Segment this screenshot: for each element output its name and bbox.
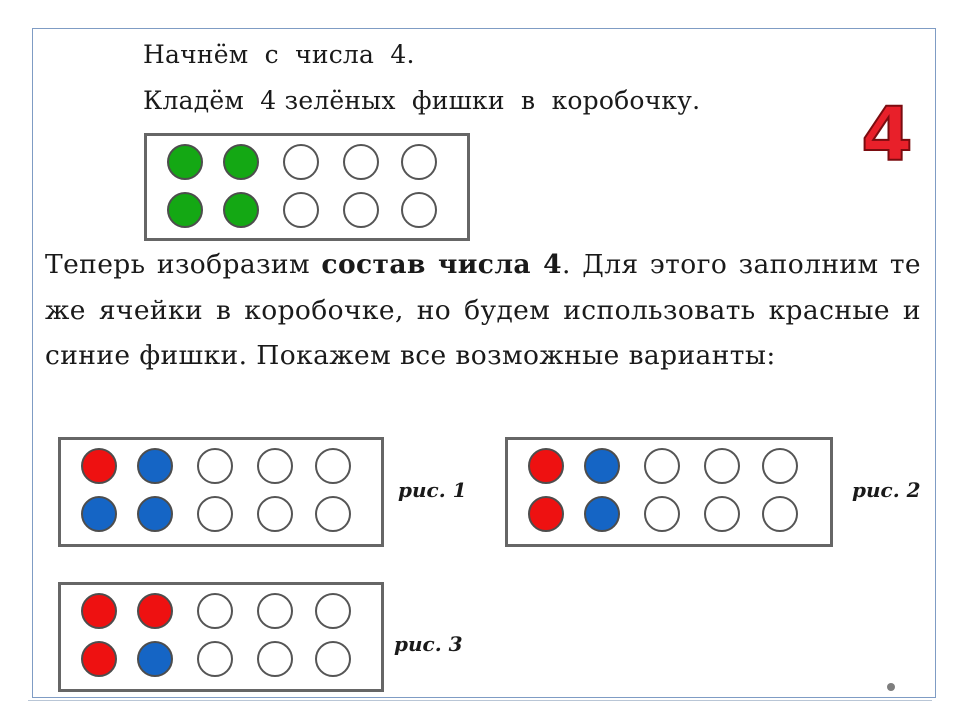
blue-chip: [137, 496, 173, 532]
empty-cell: [644, 496, 680, 532]
bottom-divider: [28, 700, 932, 701]
empty-cell: [343, 192, 379, 228]
empty-cell: [257, 641, 293, 677]
empty-cell: [762, 448, 798, 484]
blue-chip: [584, 496, 620, 532]
figure-2-caption: рис. 2: [852, 478, 921, 502]
empty-cell: [401, 144, 437, 180]
paragraph-part-1: Теперь изобразим: [45, 249, 322, 280]
empty-cell: [704, 448, 740, 484]
empty-cell: [704, 496, 740, 532]
paragraph-part-2: . Для этого заполним те же ячейки в коробочке, но будем использовать красные и синие фишки. Покажем все возможные варианты:: [45, 249, 921, 371]
empty-cell: [257, 593, 293, 629]
intro-line-2: Кладём 4 зелёных фишки в коробочку.: [143, 86, 701, 115]
intro-line-1: Начнём с числа 4.: [143, 40, 415, 69]
green-chip: [167, 144, 203, 180]
blue-chip: [137, 448, 173, 484]
empty-cell: [401, 192, 437, 228]
empty-cell: [197, 496, 233, 532]
green-chip: [167, 192, 203, 228]
number-four-icon: [855, 94, 919, 170]
empty-cell: [197, 593, 233, 629]
empty-cell: [257, 448, 293, 484]
empty-cell: [315, 448, 351, 484]
figure-3-box: [58, 582, 384, 692]
red-chip: [81, 641, 117, 677]
empty-cell: [315, 593, 351, 629]
figure-2-box: [505, 437, 833, 547]
number-badge-text: 4: [861, 94, 913, 170]
green-chip-box: [144, 133, 470, 241]
empty-cell: [283, 144, 319, 180]
blue-chip: [81, 496, 117, 532]
empty-cell: [644, 448, 680, 484]
figure-1-caption: рис. 1: [398, 478, 467, 502]
red-chip: [528, 496, 564, 532]
red-chip: [137, 593, 173, 629]
empty-cell: [315, 641, 351, 677]
empty-cell: [343, 144, 379, 180]
red-chip: [528, 448, 564, 484]
blue-chip: [137, 641, 173, 677]
red-chip: [81, 593, 117, 629]
slide-indicator-dot: [887, 683, 895, 691]
empty-cell: [197, 641, 233, 677]
empty-cell: [197, 448, 233, 484]
empty-cell: [283, 192, 319, 228]
empty-cell: [315, 496, 351, 532]
green-chip: [223, 192, 259, 228]
figure-3-caption: рис. 3: [394, 632, 463, 656]
red-chip: [81, 448, 117, 484]
paragraph-bold: состав числа 4: [321, 249, 563, 280]
figure-1-box: [58, 437, 384, 547]
empty-cell: [257, 496, 293, 532]
explanation-paragraph: [45, 242, 921, 379]
green-chip: [223, 144, 259, 180]
blue-chip: [584, 448, 620, 484]
empty-cell: [762, 496, 798, 532]
